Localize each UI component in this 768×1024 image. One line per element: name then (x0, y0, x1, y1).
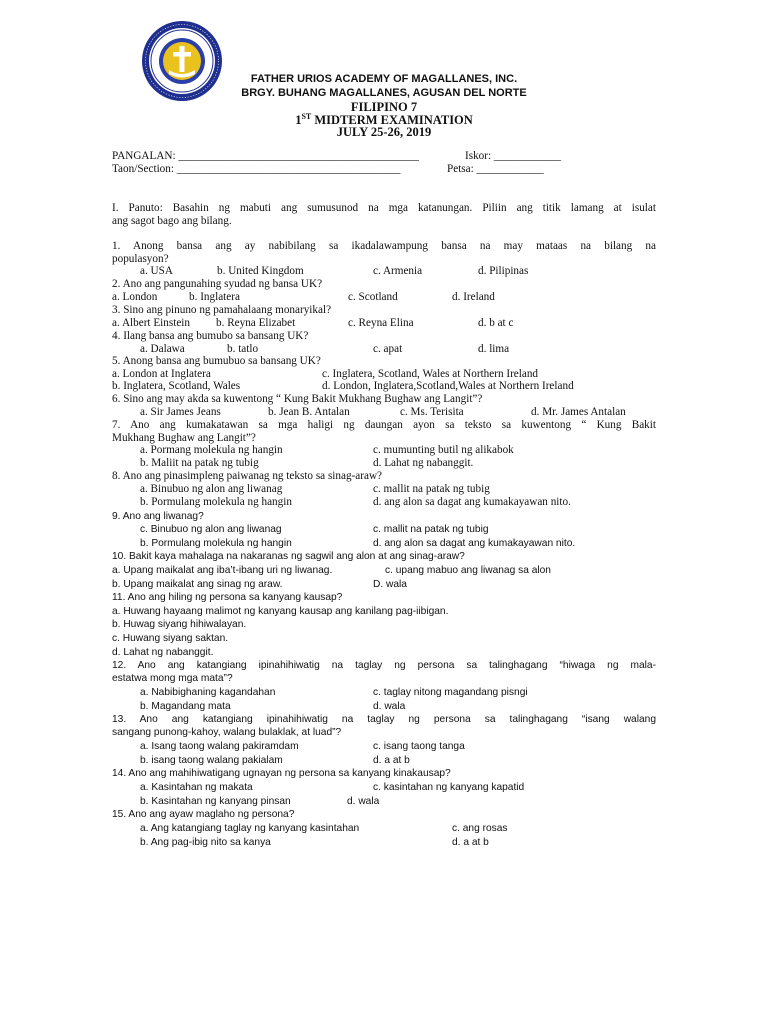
answer-option: d. ang alon sa dagat ang kumakayawan nito. (373, 538, 576, 549)
question-text: sangang punong-kahoy, walang bulaklak, at luad”? (112, 727, 342, 738)
answer-option: b. Upang maikalat ang sinag ng araw. (112, 579, 283, 590)
name-field[interactable]: PANGALAN: ___________________________________________ (112, 150, 419, 162)
answer-option: b. Huwag siyang hihiwalayan. (112, 619, 247, 630)
answer-option: d. ang alon sa dagat ang kumakayawan nito. (373, 496, 571, 508)
answer-option: d. Ireland (452, 291, 495, 303)
question-text: estatwa mong mga mata”? (112, 673, 233, 684)
question-text: 1. Anong bansa ang ay nabibilang sa ikadalawampung bansa na may mataas na bilang na (112, 240, 656, 252)
answer-option: a. Nabibighaning kagandahan (140, 687, 276, 698)
school-name: FATHER URIOS ACADEMY OF MAGALLANES, INC. (250, 73, 518, 85)
answer-option: c. apat (373, 343, 403, 355)
answer-option: d. Mr. James Antalan (531, 406, 626, 418)
answer-option: a. Huwang hayaang malimot ng kanyang kausap ang kanilang pag-iibigan. (112, 606, 449, 617)
exam-date: JULY 25-26, 2019 (336, 125, 432, 139)
answer-option: c. mallit na patak ng tubig (373, 524, 489, 535)
answer-option: d. London, Inglatera,Scotland,Wales at Northern Ireland (322, 380, 574, 392)
answer-option: c. ang rosas (452, 823, 508, 834)
answer-option: a. USA (140, 265, 173, 277)
answer-option: a. Binubuo ng alon ang liwanag (140, 483, 283, 495)
question-text: Mukhang Bughaw ang Langit”? (112, 432, 256, 444)
answer-option: c. isang taong tanga (373, 741, 465, 752)
question-text: 3. Sino ang pinuno ng pamahalaang monaryikal? (112, 304, 332, 316)
question-text: 13. Ano ang katangiang ipinahihiwatig na taglay ng persona sa talinghagang “isang walang (112, 714, 656, 725)
answer-option: a. London (112, 291, 158, 303)
question-text: populasyon? (112, 253, 169, 265)
answer-option: a. Albert Einstein (112, 317, 190, 329)
question-text: 2. Ano ang pangunahing syudad ng bansa UK? (112, 278, 323, 290)
answer-option: c. Binubuo ng alon ang liwanag (140, 524, 282, 535)
answer-option: d. a at b (452, 837, 489, 848)
answer-option: c. upang mabuo ang liwanag sa alon (385, 565, 551, 576)
answer-option: c. Scotland (348, 291, 398, 303)
exam-ordinal-suffix: ST (301, 112, 312, 121)
answer-option: a. Pormang molekula ng hangin (140, 444, 283, 456)
instructions-line: I. Panuto: Basahin ng mabuti ang sumusunod na mga katanungan. Piliin ang titik lamang at isulat (112, 202, 656, 214)
answer-option: a. Isang taong walang pakiramdam (140, 741, 299, 752)
question-text: 12. Ano ang katangiang ipinahihiwatig na taglay ng persona sa talinghagang “hiwaga ng mala- (112, 660, 656, 671)
exam-title-rest: MIDTERM EXAMINATION (311, 113, 473, 128)
answer-option: a. London at Inglatera (112, 368, 211, 380)
answer-option: a. Ang katangiang taglay ng kanyang kasintahan (140, 823, 360, 834)
question-text: 11. Ano ang hiling ng persona sa kanyang kausap? (112, 592, 343, 603)
answer-option: c. kasintahan ng kanyang kapatid (373, 782, 525, 793)
question-text: 8. Ano ang pinasimpleng paiwanag ng teksto sa sinag-araw? (112, 470, 382, 482)
answer-option: a. Dalawa (140, 343, 185, 355)
answer-option: c. taglay nitong magandang pisngi (373, 687, 528, 698)
answer-option: d. wala (373, 701, 406, 712)
question-text: 9. Ano ang liwanag? (112, 511, 204, 522)
answer-option: b. Reyna Elizabet (216, 317, 296, 329)
score-field[interactable]: Iskor: ____________ (465, 150, 562, 162)
answer-option: b. Kasintahan ng kanyang pinsan (140, 796, 291, 807)
answer-option: a. Kasintahan ng makata (140, 782, 253, 793)
answer-option: a. Sir James Jeans (140, 406, 221, 418)
question-text: 10. Bakit kaya mahalaga na nakaranas ng sagwil ang alon at ang sinag-araw? (112, 551, 465, 562)
answer-option: d. lima (478, 343, 510, 355)
answer-option: D. wala (373, 579, 407, 590)
date-field[interactable]: Petsa: ____________ (447, 163, 544, 175)
answer-option: b. Inglatera (189, 291, 240, 303)
question-text: 4. Ilang bansa ang bumubo sa bansang UK? (112, 330, 309, 342)
answer-option: d. Pilipinas (478, 265, 529, 277)
question-text: 6. Sino ang may akda sa kuwentong “ Kung Bakit Mukhang Bughaw ang Langit”? (112, 393, 483, 405)
question-text: 15. Ano ang ayaw maglaho ng persona? (112, 809, 295, 820)
answer-option: c. mumunting butil ng alikabok (373, 444, 514, 456)
school-address: BRGY. BUHANG MAGALLANES, AGUSAN DEL NORTE (241, 87, 527, 99)
answer-option: c. mallit na patak ng tubig (373, 483, 490, 495)
answer-option: a. Upang maikalat ang iba’t-ibang uri ng liwanag. (112, 565, 333, 576)
answer-option: d. wala (347, 796, 380, 807)
answer-option: c. Huwang siyang saktan. (112, 633, 229, 644)
answer-option: b. United Kingdom (217, 265, 304, 277)
answer-option: d. b at c (478, 317, 514, 329)
answer-option: b. Inglatera, Scotland, Wales (112, 380, 241, 392)
answer-option: b. isang taong walang pakialam (140, 755, 283, 766)
answer-option: d. Lahat ng nabanggit. (112, 647, 214, 658)
answer-option: c. Inglatera, Scotland, Wales at Northern Ireland (322, 368, 539, 380)
answer-option: c. Armenia (373, 265, 423, 277)
question-text: 7. Ano ang kumakatawan sa mga haligi ng daungan ayon sa teksto sa kuwentong “ Kung Bakit (112, 419, 656, 431)
question-text: 14. Ano ang mahihiwatigang ugnayan ng persona sa kanyang kinakausap? (112, 768, 451, 779)
answer-option: c. Reyna Elina (348, 317, 414, 329)
section-field[interactable]: Taon/Section: ________________________________________ (112, 163, 401, 175)
answer-option: b. Maliit na patak ng tubig (140, 457, 259, 469)
answer-option: b. Pormulang molekula ng hangin (140, 496, 292, 508)
answer-option: b. Pormulang molekula ng hangin (140, 538, 292, 549)
exam-ordinal: 1 (295, 113, 302, 128)
answer-option: d. Lahat ng nabanggit. (373, 457, 474, 469)
answer-option: b. Magandang mata (140, 701, 231, 712)
instructions-line: ang sagot bago ang bilang. (112, 215, 232, 227)
answer-option: b. tatlo (227, 343, 259, 355)
answer-option: b. Ang pag-ibig nito sa kanya (140, 837, 271, 848)
answer-option: b. Jean B. Antalan (268, 406, 350, 418)
answer-option: d. a at b (373, 755, 410, 766)
answer-option: c. Ms. Terisita (400, 406, 464, 418)
subject-title: FILIPINO 7 (350, 100, 418, 114)
question-text: 5. Anong bansa ang bumubuo sa bansang UK? (112, 355, 321, 367)
